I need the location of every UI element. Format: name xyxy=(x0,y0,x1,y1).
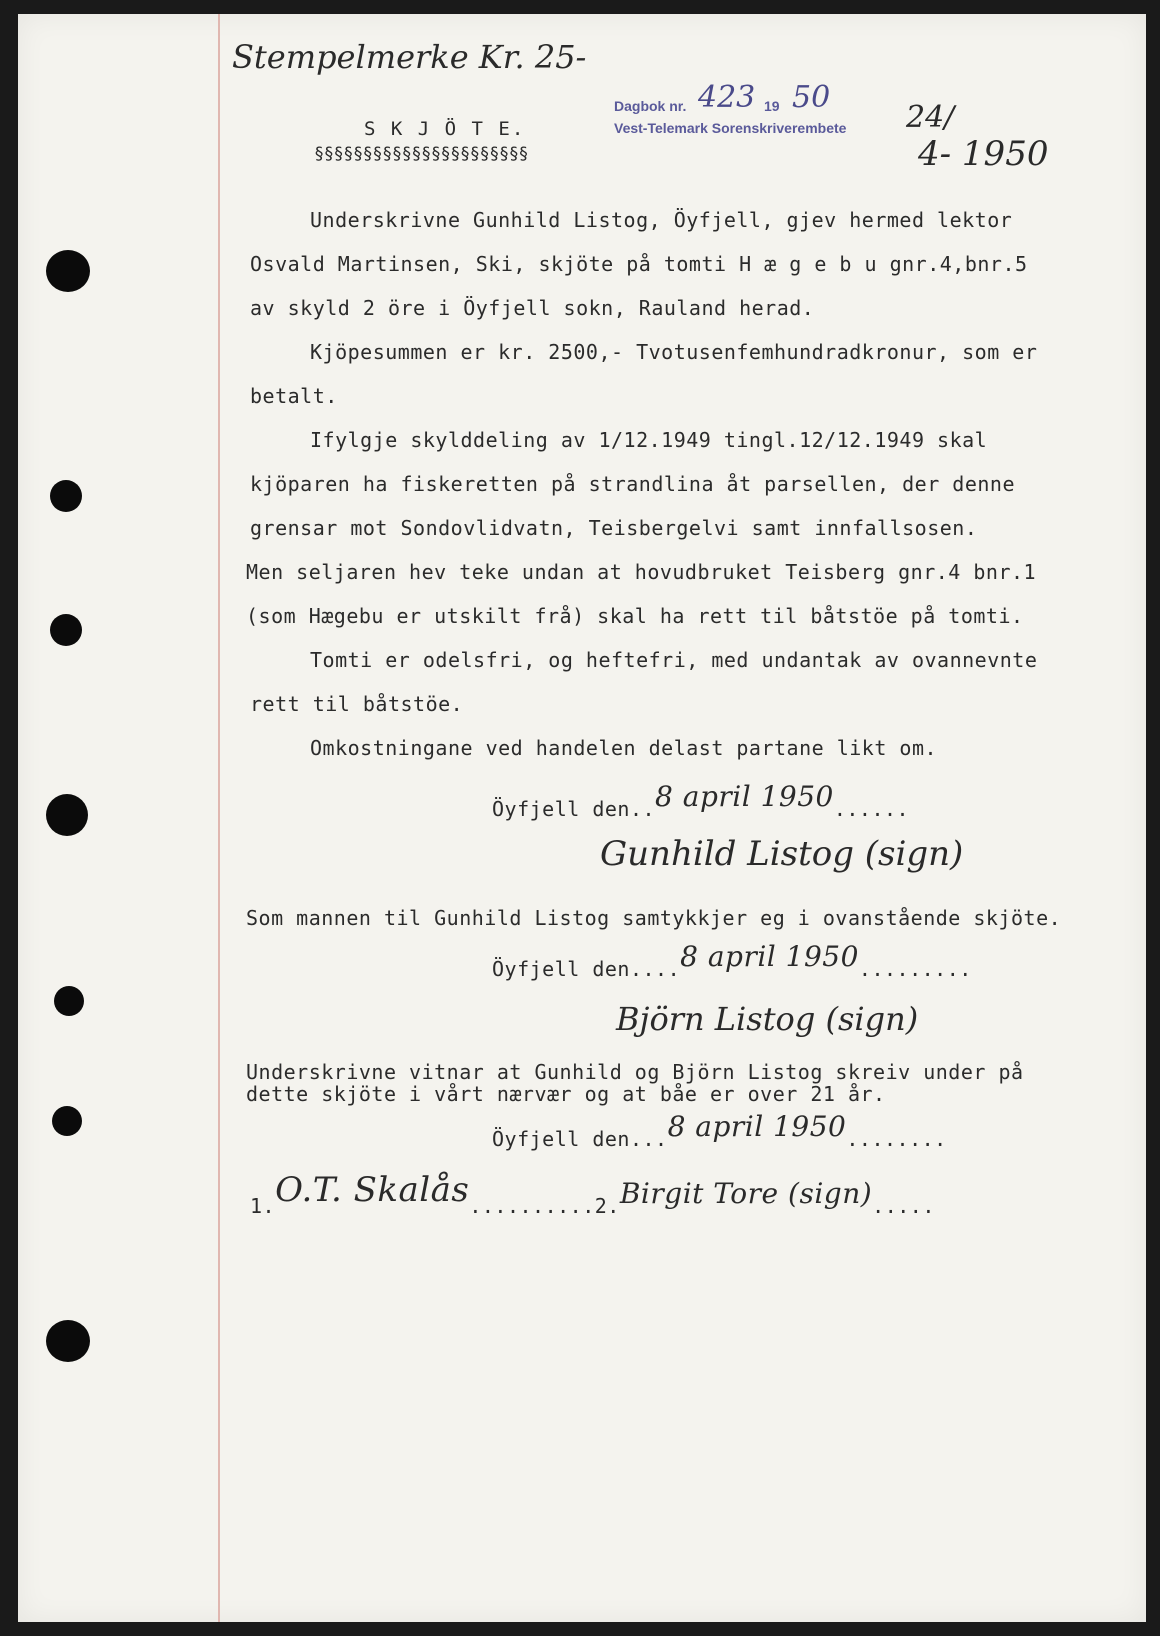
margin-rule xyxy=(218,14,220,1622)
body-line: Tomti er odelsfri, og heftefri, med undantak av ovannevnte xyxy=(310,648,1038,672)
body-line: betalt. xyxy=(250,384,338,408)
court-office: Vest-Telemark Sorenskriverembete xyxy=(614,120,847,136)
body-line: Ifylgje skylddeling av 1/12.1949 tingl.12/12.1949 skal xyxy=(310,428,988,452)
body-line: grensar mot Sondovlidvatn, Teisbergelvi samt innfallsosen. xyxy=(250,516,978,540)
punch-hole xyxy=(52,1106,82,1136)
place-prefix: Öyfjell den.. xyxy=(492,797,656,821)
punch-hole xyxy=(46,794,88,836)
dotted-fill: ......... xyxy=(858,957,972,981)
signature-gunhild: Gunhild Listog (sign) xyxy=(600,834,964,874)
title-underline: §§§§§§§§§§§§§§§§§§§§§§ xyxy=(314,144,529,164)
body-line: (som Hægebu er utskilt frå) skal ha rett til båtstöe på tomti. xyxy=(246,604,1024,628)
registration-date-line2: 4- 1950 xyxy=(918,134,1049,174)
diary-label: Dagbok nr. xyxy=(614,98,687,114)
body-line: Men seljaren hev teke undan at hovudbruket Teisberg gnr.4 bnr.1 xyxy=(246,560,1037,584)
place-prefix: Öyfjell den.... xyxy=(492,957,681,981)
diary-number: 423 xyxy=(698,80,756,115)
witness2-number: 2. xyxy=(594,1194,620,1218)
dotted-fill: .......... xyxy=(469,1194,595,1218)
body-line: rett til båtstöe. xyxy=(250,692,464,716)
dotted-fill: ...... xyxy=(833,797,910,821)
handwritten-date: 8 april 1950 xyxy=(655,780,834,813)
witness1-number: 1. xyxy=(250,1194,276,1218)
body-line: kjöparen ha fiskeretten på strandlina åt parsellen, der denne xyxy=(250,472,1016,496)
handwritten-date: 8 april 1950 xyxy=(667,1110,847,1143)
witness-line: Underskrivne vitnar at Gunhild og Björn Listog skreiv under på xyxy=(246,1060,1024,1084)
document-title: S K J Ö T E. xyxy=(364,118,526,140)
punch-hole xyxy=(50,614,82,646)
place-date-line xyxy=(492,1110,947,1153)
place-date-line xyxy=(492,940,972,983)
body-line: Kjöpesummen er kr. 2500,- Tvotusenfemhundradkronur, som er xyxy=(310,340,1038,364)
witness1-signature: O.T. Skalås xyxy=(275,1170,470,1210)
place-date-line xyxy=(492,780,910,823)
handwritten-date: 8 april 1950 xyxy=(680,940,859,973)
body-line: Osvald Martinsen, Ski, skjöte på tomti H æ g e b u gnr.4,bnr.5 xyxy=(250,252,1028,276)
body-line: av skyld 2 öre i Öyfjell sokn, Rauland herad. xyxy=(250,296,815,320)
diary-year-prefix: 19 xyxy=(764,98,780,114)
punch-hole xyxy=(50,480,82,512)
signature-bjorn: Björn Listog (sign) xyxy=(616,1000,919,1038)
punch-hole xyxy=(46,1320,90,1362)
stamp-fee-note: Stempelmerke Kr. 25- xyxy=(232,38,587,76)
dotted-fill: ..... xyxy=(872,1194,935,1218)
witness-line: dette skjöte i vårt nærvær og at båe er over 21 år. xyxy=(246,1082,886,1106)
witness2-signature: Birgit Tore (sign) xyxy=(619,1177,873,1210)
punch-hole xyxy=(46,250,90,292)
punch-hole xyxy=(54,986,84,1016)
place-prefix: Öyfjell den... xyxy=(492,1127,668,1151)
consent-line: Som mannen til Gunhild Listog samtykkjer eg i ovanstående skjöte. xyxy=(246,906,1062,930)
diary-year: 50 xyxy=(792,80,831,115)
document-page xyxy=(18,14,1146,1622)
witness-signature-line xyxy=(250,1170,935,1222)
body-line: Underskrivne Gunhild Listog, Öyfjell, gjev hermed lektor xyxy=(310,208,1013,232)
registration-date-line1: 24/ xyxy=(906,100,955,135)
body-line: Omkostningane ved handelen delast partane likt om. xyxy=(310,736,938,760)
dotted-fill: ........ xyxy=(846,1127,947,1151)
